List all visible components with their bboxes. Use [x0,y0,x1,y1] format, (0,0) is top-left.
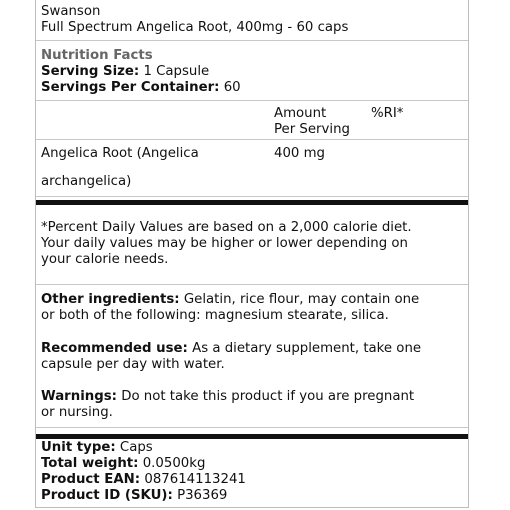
divider [36,139,468,140]
table-row-name-line1: Angelica Root (Angelica [41,146,199,161]
servings-label: Servings Per Container: [41,80,220,95]
product-header [41,4,464,36]
unit-type-label: Unit type: [41,440,116,455]
warnings-label: Warnings: [41,389,117,404]
thick-divider [36,434,468,439]
unit-type-value: Caps [119,440,153,455]
amount-header-line2: Per Serving [274,122,350,137]
brand-name: Swanson [41,4,101,19]
divider [36,427,468,428]
ean-value: 087614113241 [144,472,246,487]
divider [36,284,468,285]
table-row-amount: 400 mg [274,146,325,161]
servings-value: 60 [223,80,241,95]
divider [36,40,468,41]
ean-label: Product EAN: [41,472,141,487]
recommended-label: Recommended use: [41,341,188,356]
ingredients-label: Other ingredients: [41,292,180,307]
product-details [41,440,464,504]
divider [36,100,468,101]
servings-per-container [41,80,464,96]
warnings-line2: or nursing. [41,405,113,420]
serving-size [41,64,464,80]
footnote-line2: Your daily values may be higher or lower depending on [41,236,408,251]
table-row-name-line2: archangelica) [41,174,132,189]
facts-title: Nutrition Facts [41,48,153,63]
sku-label: Product ID (SKU): [41,488,173,503]
recommended-use [41,341,464,373]
serving-size-label: Serving Size: [41,64,140,79]
ri-column-header: %RI* [371,106,404,121]
ingredients-line2: or both of the following: magnesium stearate, silica. [41,308,389,323]
divider [36,196,468,197]
amount-column-header [274,106,350,138]
weight-label: Total weight: [41,456,139,471]
nutrition-facts-block [41,48,464,96]
thick-divider [36,200,468,205]
other-ingredients [41,292,464,324]
footnote [41,220,464,268]
footnote-line3: your calorie needs. [41,252,169,267]
product-name: Full Spectrum Angelica Root, 400mg - 60 caps [41,20,349,35]
weight-value: 0.0500kg [142,456,206,471]
ingredients-line1: Gelatin, rice flour, may contain one [183,292,420,307]
supplement-label [35,0,469,508]
recommended-line2: capsule per day with water. [41,357,225,372]
serving-size-value: 1 Capsule [143,64,210,79]
footnote-line1: *Percent Daily Values are based on a 2,000 calorie diet. [41,220,412,235]
warnings [41,389,464,421]
warnings-line1: Do not take this product if you are pregnant [121,389,415,404]
recommended-line1: As a dietary supplement, take one [192,341,422,356]
sku-value: P36369 [177,488,228,503]
amount-header-line1: Amount [274,106,327,121]
